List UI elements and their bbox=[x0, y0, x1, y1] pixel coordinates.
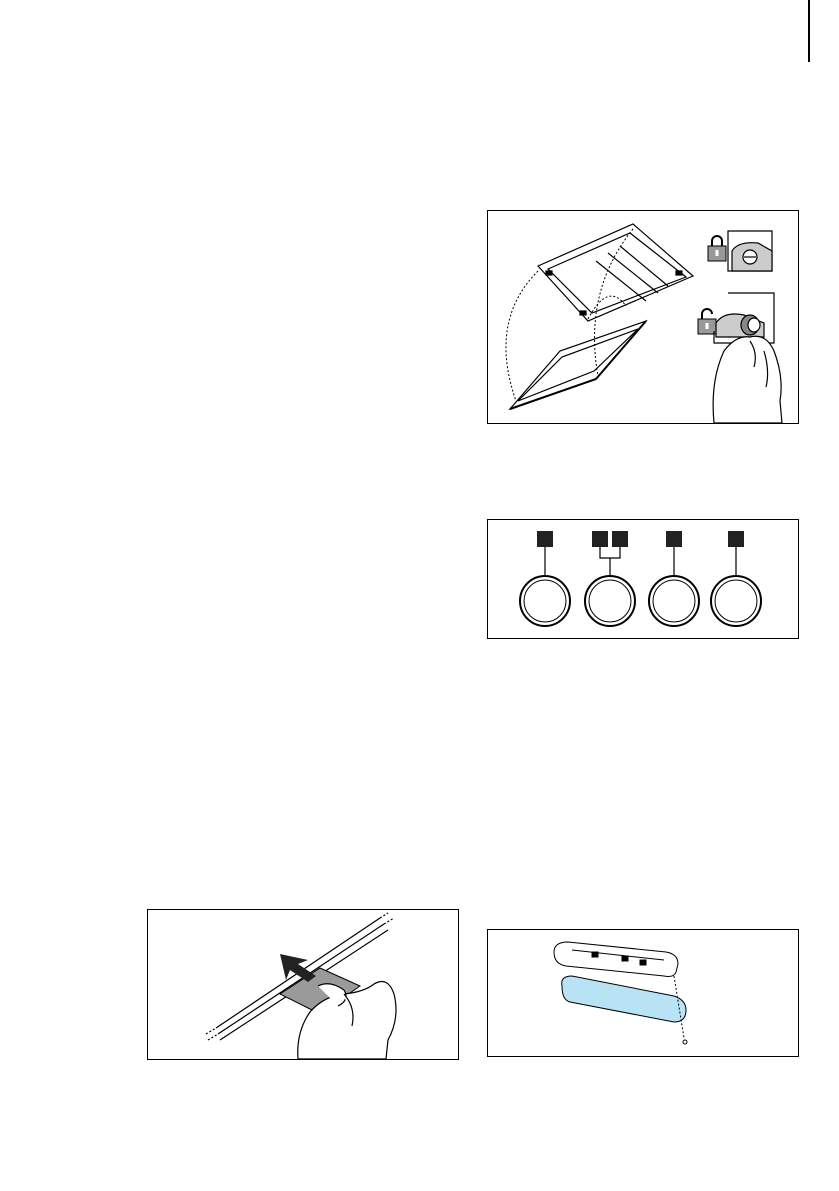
marker-4 bbox=[666, 531, 682, 547]
control-buttons-illustration bbox=[488, 520, 798, 638]
button-2 bbox=[585, 576, 635, 626]
marker-1 bbox=[537, 531, 553, 547]
button-4 bbox=[711, 576, 761, 626]
marker-squares bbox=[537, 531, 744, 547]
hand-icon bbox=[713, 336, 782, 423]
locked-screw-detail bbox=[728, 231, 772, 271]
grease-filter-illustration bbox=[148, 910, 458, 1059]
marker-3 bbox=[612, 531, 628, 547]
lamp-cover bbox=[562, 976, 686, 1022]
unlocked-screw-detail bbox=[714, 293, 774, 343]
lamp-cover-illustration bbox=[488, 930, 798, 1056]
grease-filter-figure bbox=[147, 909, 459, 1060]
filter-panel bbox=[510, 321, 646, 409]
marker-5 bbox=[728, 531, 744, 547]
marker-2 bbox=[592, 531, 608, 547]
padlock-closed-icon bbox=[708, 236, 726, 261]
filter-fitting-illustration bbox=[488, 211, 798, 423]
filter-fitting-figure bbox=[487, 210, 799, 424]
control-buttons-figure bbox=[487, 519, 799, 639]
buttons bbox=[520, 576, 761, 626]
button-1 bbox=[520, 576, 570, 626]
button-3 bbox=[649, 576, 699, 626]
filter-frame bbox=[538, 224, 693, 321]
arrow-icon bbox=[280, 954, 316, 982]
lamp-cover-figure bbox=[487, 929, 799, 1057]
lamp-housing bbox=[554, 942, 678, 977]
crop-mark bbox=[808, 0, 810, 62]
leader-lines bbox=[545, 547, 736, 576]
padlock-open-icon bbox=[698, 309, 716, 334]
